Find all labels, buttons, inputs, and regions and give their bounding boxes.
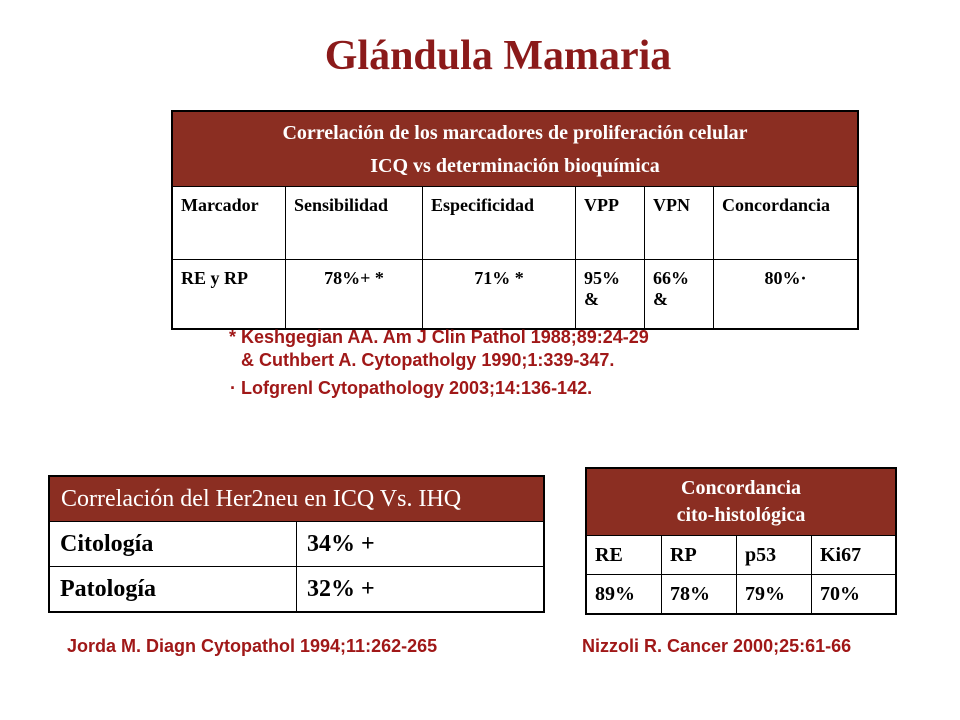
row-label-citologia: Citología — [49, 522, 297, 567]
column-header-sensibilidad: Sensibilidad — [286, 187, 423, 260]
row-value-patologia: 32% + — [297, 567, 545, 613]
reference-jorda: Jorda M. Diagn Cytopathol 1994;11:262-265 — [67, 636, 438, 656]
row-label-patologia: Patología — [49, 567, 297, 613]
table1-header-line2: ICQ vs determinación bioquímica — [370, 155, 660, 177]
column-header-vpp: VPP — [576, 187, 645, 260]
her2neu-correlation-table — [48, 475, 545, 613]
cell-sensibilidad: 78%+ * — [286, 260, 423, 330]
proliferation-markers-table — [171, 110, 859, 330]
table-row — [172, 260, 858, 330]
column-header-re: RE — [586, 536, 662, 575]
table1-header-line1: Correlación de los marcadores de proliferación celular — [282, 122, 748, 144]
reference-keshgegian: * Keshgegian AA. Am J Clin Pathol 1988;89:24-29 — [229, 327, 649, 347]
column-header-vpn: VPN — [645, 187, 714, 260]
page-title: Glándula Mamaria — [324, 33, 672, 79]
cell-vpn: 66% & — [645, 260, 714, 330]
column-header-especificidad: Especificidad — [423, 187, 576, 260]
table-row — [49, 567, 544, 613]
table3-column-headers — [586, 536, 896, 575]
column-header-concordancia: Concordancia — [714, 187, 859, 260]
column-header-p53: p53 — [737, 536, 812, 575]
table2-header: Correlación del Her2neu en ICQ Vs. IHQ — [49, 476, 544, 522]
table3-header-line1: Concordancia — [681, 477, 801, 499]
row-value-citologia: 34% + — [297, 522, 545, 567]
reference-lofgrenl: · Lofgrenl Cytopathology 2003;14:136-142. — [230, 378, 593, 398]
table-row — [586, 575, 896, 615]
cell-marcador: RE y RP — [172, 260, 286, 330]
cell-especificidad: 71% * — [423, 260, 576, 330]
column-header-rp: RP — [662, 536, 737, 575]
cell-vpp: 95% & — [576, 260, 645, 330]
column-header-ki67: Ki67 — [812, 536, 897, 575]
table-row — [49, 522, 544, 567]
cyto-histologic-concordance-table — [585, 467, 897, 615]
column-header-marcador: Marcador — [172, 187, 286, 260]
reference-nizzoli: Nizzoli R. Cancer 2000;25:61-66 — [582, 636, 852, 656]
cell-rp: 78% — [662, 575, 737, 615]
cell-ki67: 70% — [812, 575, 897, 615]
cell-re: 89% — [586, 575, 662, 615]
cell-p53: 79% — [737, 575, 812, 615]
table1-header — [172, 111, 858, 187]
cell-concordancia: 80%· — [714, 260, 859, 330]
table3-header — [586, 468, 896, 536]
table3-header-line2: cito-histológica — [676, 504, 806, 526]
reference-cuthbert: & Cuthbert A. Cytopatholgy 1990;1:339-347. — [241, 350, 615, 370]
table1-column-headers — [172, 187, 858, 260]
